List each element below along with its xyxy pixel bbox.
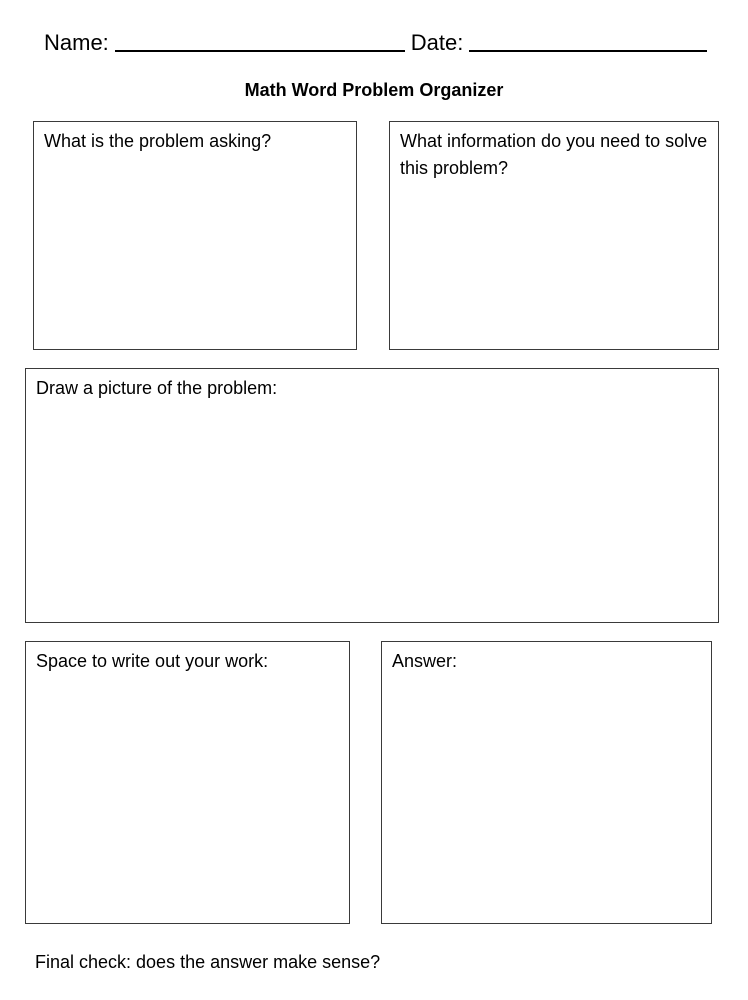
information-needed-label: What information do you need to solve this problem? xyxy=(400,131,708,178)
header-line xyxy=(44,28,724,58)
problem-asking-label: What is the problem asking? xyxy=(44,131,272,151)
date-field[interactable] xyxy=(469,28,707,52)
problem-asking-box[interactable] xyxy=(33,121,357,350)
work-space-box[interactable] xyxy=(25,641,350,924)
draw-picture-box[interactable] xyxy=(25,368,719,623)
name-label: Name: xyxy=(44,30,109,55)
draw-picture-label: Draw a picture of the problem: xyxy=(36,378,278,398)
name-field[interactable] xyxy=(115,28,405,52)
work-space-label: Space to write out your work: xyxy=(36,651,269,671)
page-title: Math Word Problem Organizer xyxy=(244,80,504,100)
final-check-text: Final check: does the answer make sense? xyxy=(35,952,381,972)
answer-label: Answer: xyxy=(392,651,458,671)
date-label: Date: xyxy=(410,30,464,55)
information-needed-box[interactable] xyxy=(389,121,719,350)
answer-box[interactable] xyxy=(381,641,712,924)
